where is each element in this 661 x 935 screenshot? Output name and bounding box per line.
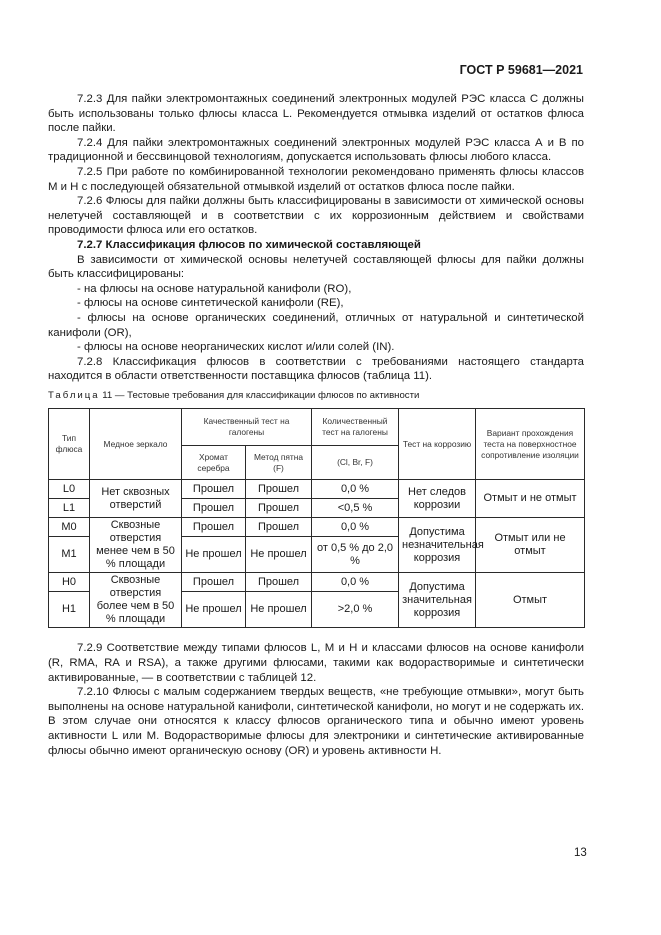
cell-corrosion: Нет следов коррозии <box>399 480 476 518</box>
cell-spot: Прошел <box>246 499 312 518</box>
list-item: - флюсы на основе неорганических кислот и/или солей (IN). <box>77 341 395 354</box>
cell-quant: 0,0 % <box>312 518 399 537</box>
header-copper-mirror: Медное зеркало <box>90 409 182 480</box>
cell-spot: Прошел <box>246 573 312 592</box>
cell-mirror: Сквозные отверстия менее чем в 50 % площади <box>90 518 182 573</box>
section-intro: В зависимости от химической основы нелетучей составляющей флюсы для пайки должны быть классифицированы: <box>48 253 584 281</box>
cell-chromate: Прошел <box>182 499 246 518</box>
cell-type: H0 <box>49 573 90 592</box>
list-item: - на флюсы на основе натуральной канифоли (RO), <box>77 282 352 295</box>
paragraph-7-2-5: 7.2.5 При работе по комбинированной технологии рекомендовано применять флюсы классов М и Н с последующей обязательной отмывкой изделий от остатков флюса после пайки. <box>48 165 584 193</box>
list-item: - флюсы на основе синтетической канифоли (RE), <box>77 297 344 310</box>
cell-chromate: Не прошел <box>182 537 246 573</box>
paragraph-7-2-10: 7.2.10 Флюсы с малым содержанием твердых веществ, «не требующие отмывки», могут быть выполнены на основе натуральной канифоли, синтетической канифоли, но могут и не содержать их. В этом случае они относятся к классу флюсов органического типа и обычно имеют уровень активности L или М. Водорастворимые флюсы для электроники и синтетические активированные флюсы обычно имеют органическую основу (OR) и уровень активности Н. <box>48 686 584 757</box>
table-caption <box>48 389 584 404</box>
cell-quant: <0,5 % <box>312 499 399 518</box>
table-row <box>49 573 585 592</box>
cell-type: H1 <box>49 592 90 628</box>
header-insulation-resistance: Вариант прохождения теста на поверхностное сопротивление изоляции <box>476 409 585 480</box>
header-corrosion-test: Тест на коррозию <box>399 409 476 480</box>
cell-type: L1 <box>49 499 90 518</box>
cell-quant: >2,0 % <box>312 592 399 628</box>
section-title-7-2-7: 7.2.7 Классификация флюсов по химической составляющей <box>77 238 421 251</box>
paragraph-7-2-4: 7.2.4 Для пайки электромонтажных соединений электронных модулей РЭС класса А и В по традиционной и бессвинцовой технологиям, допускается использовать флюсы любого класса. <box>48 136 584 164</box>
cell-mirror: Нет сквозных отверстий <box>90 480 182 518</box>
cell-quant: 0,0 % <box>312 573 399 592</box>
flux-classification-table <box>48 408 585 628</box>
cell-insulation: Отмыт и не отмыт <box>476 480 585 518</box>
cell-insulation: Отмыт <box>476 573 585 628</box>
cell-spot: Не прошел <box>246 592 312 628</box>
cell-chromate: Прошел <box>182 573 246 592</box>
header-quantitative-halide: Количественный тест на галогены <box>312 409 399 446</box>
cell-spot: Прошел <box>246 518 312 537</box>
cell-quant: 0,0 % <box>312 480 399 499</box>
header-spot-test: Метод пятна (F) <box>246 446 312 480</box>
paragraph-7-2-8: 7.2.8 Классификация флюсов в соответствии с требованиями настоящего стандарта находится в области ответственности поставщика флюсов (таблица 11). <box>48 355 584 383</box>
cell-mirror: Сквозные отверстия более чем в 50 % площади <box>90 573 182 628</box>
table-row <box>49 518 585 537</box>
table-row <box>49 480 585 499</box>
cell-chromate: Не прошел <box>182 592 246 628</box>
header-quant-elements: (Cl, Br, F) <box>312 446 399 480</box>
paragraph-7-2-9: 7.2.9 Соответствие между типами флюсов L, М и Н и классами флюсов на основе канифоли (R, RMA, RA и RSA), а также другими флюсами, такими как водорастворимые и синтетически активированные, — в соответствии с таблицей 12. <box>48 642 584 684</box>
cell-quant: от 0,5 % до 2,0 % <box>312 537 399 573</box>
document-body <box>48 92 584 758</box>
paragraph-7-2-6: 7.2.6 Флюсы для пайки должны быть классифицированы в зависимости от химической основы нелетучей составляющей и в соответствии с их коррозионным действием и свойствами проводимости флюса или его остатков. <box>48 195 584 237</box>
cell-type: L0 <box>49 480 90 499</box>
paragraph-7-2-3: 7.2.3 Для пайки электромонтажных соединений электронных модулей РЭС класса С должны быть использованы только флюсы класса L. Рекомендуется отмывка изделий от остатков флюса после пайки. <box>48 93 584 135</box>
table-caption-label: Таблица <box>48 389 100 401</box>
header-silver-chromate: Хромат серебра <box>182 446 246 480</box>
header-flux-type: Тип флюса <box>49 409 90 480</box>
cell-corrosion: Допустима значительная коррозия <box>399 573 476 628</box>
page-number: 13 <box>574 847 587 859</box>
list-item: - флюсы на основе органических соединений, отличных от натуральной и синтетической канифоли (OR), <box>48 311 584 339</box>
cell-type: M0 <box>49 518 90 537</box>
cell-insulation: Отмыт или не отмыт <box>476 518 585 573</box>
cell-spot: Не прошел <box>246 537 312 573</box>
cell-chromate: Прошел <box>182 480 246 499</box>
table-caption-text: 11 — Тестовые требования для классификации флюсов по активности <box>102 389 420 401</box>
header-qualitative-halide: Качественный тест на галогены <box>182 409 312 446</box>
cell-spot: Прошел <box>246 480 312 499</box>
cell-corrosion: Допустима незначительная коррозия <box>399 518 476 573</box>
document-header: ГОСТ Р 59681—2021 <box>459 63 583 77</box>
cell-chromate: Прошел <box>182 518 246 537</box>
cell-type: M1 <box>49 537 90 573</box>
